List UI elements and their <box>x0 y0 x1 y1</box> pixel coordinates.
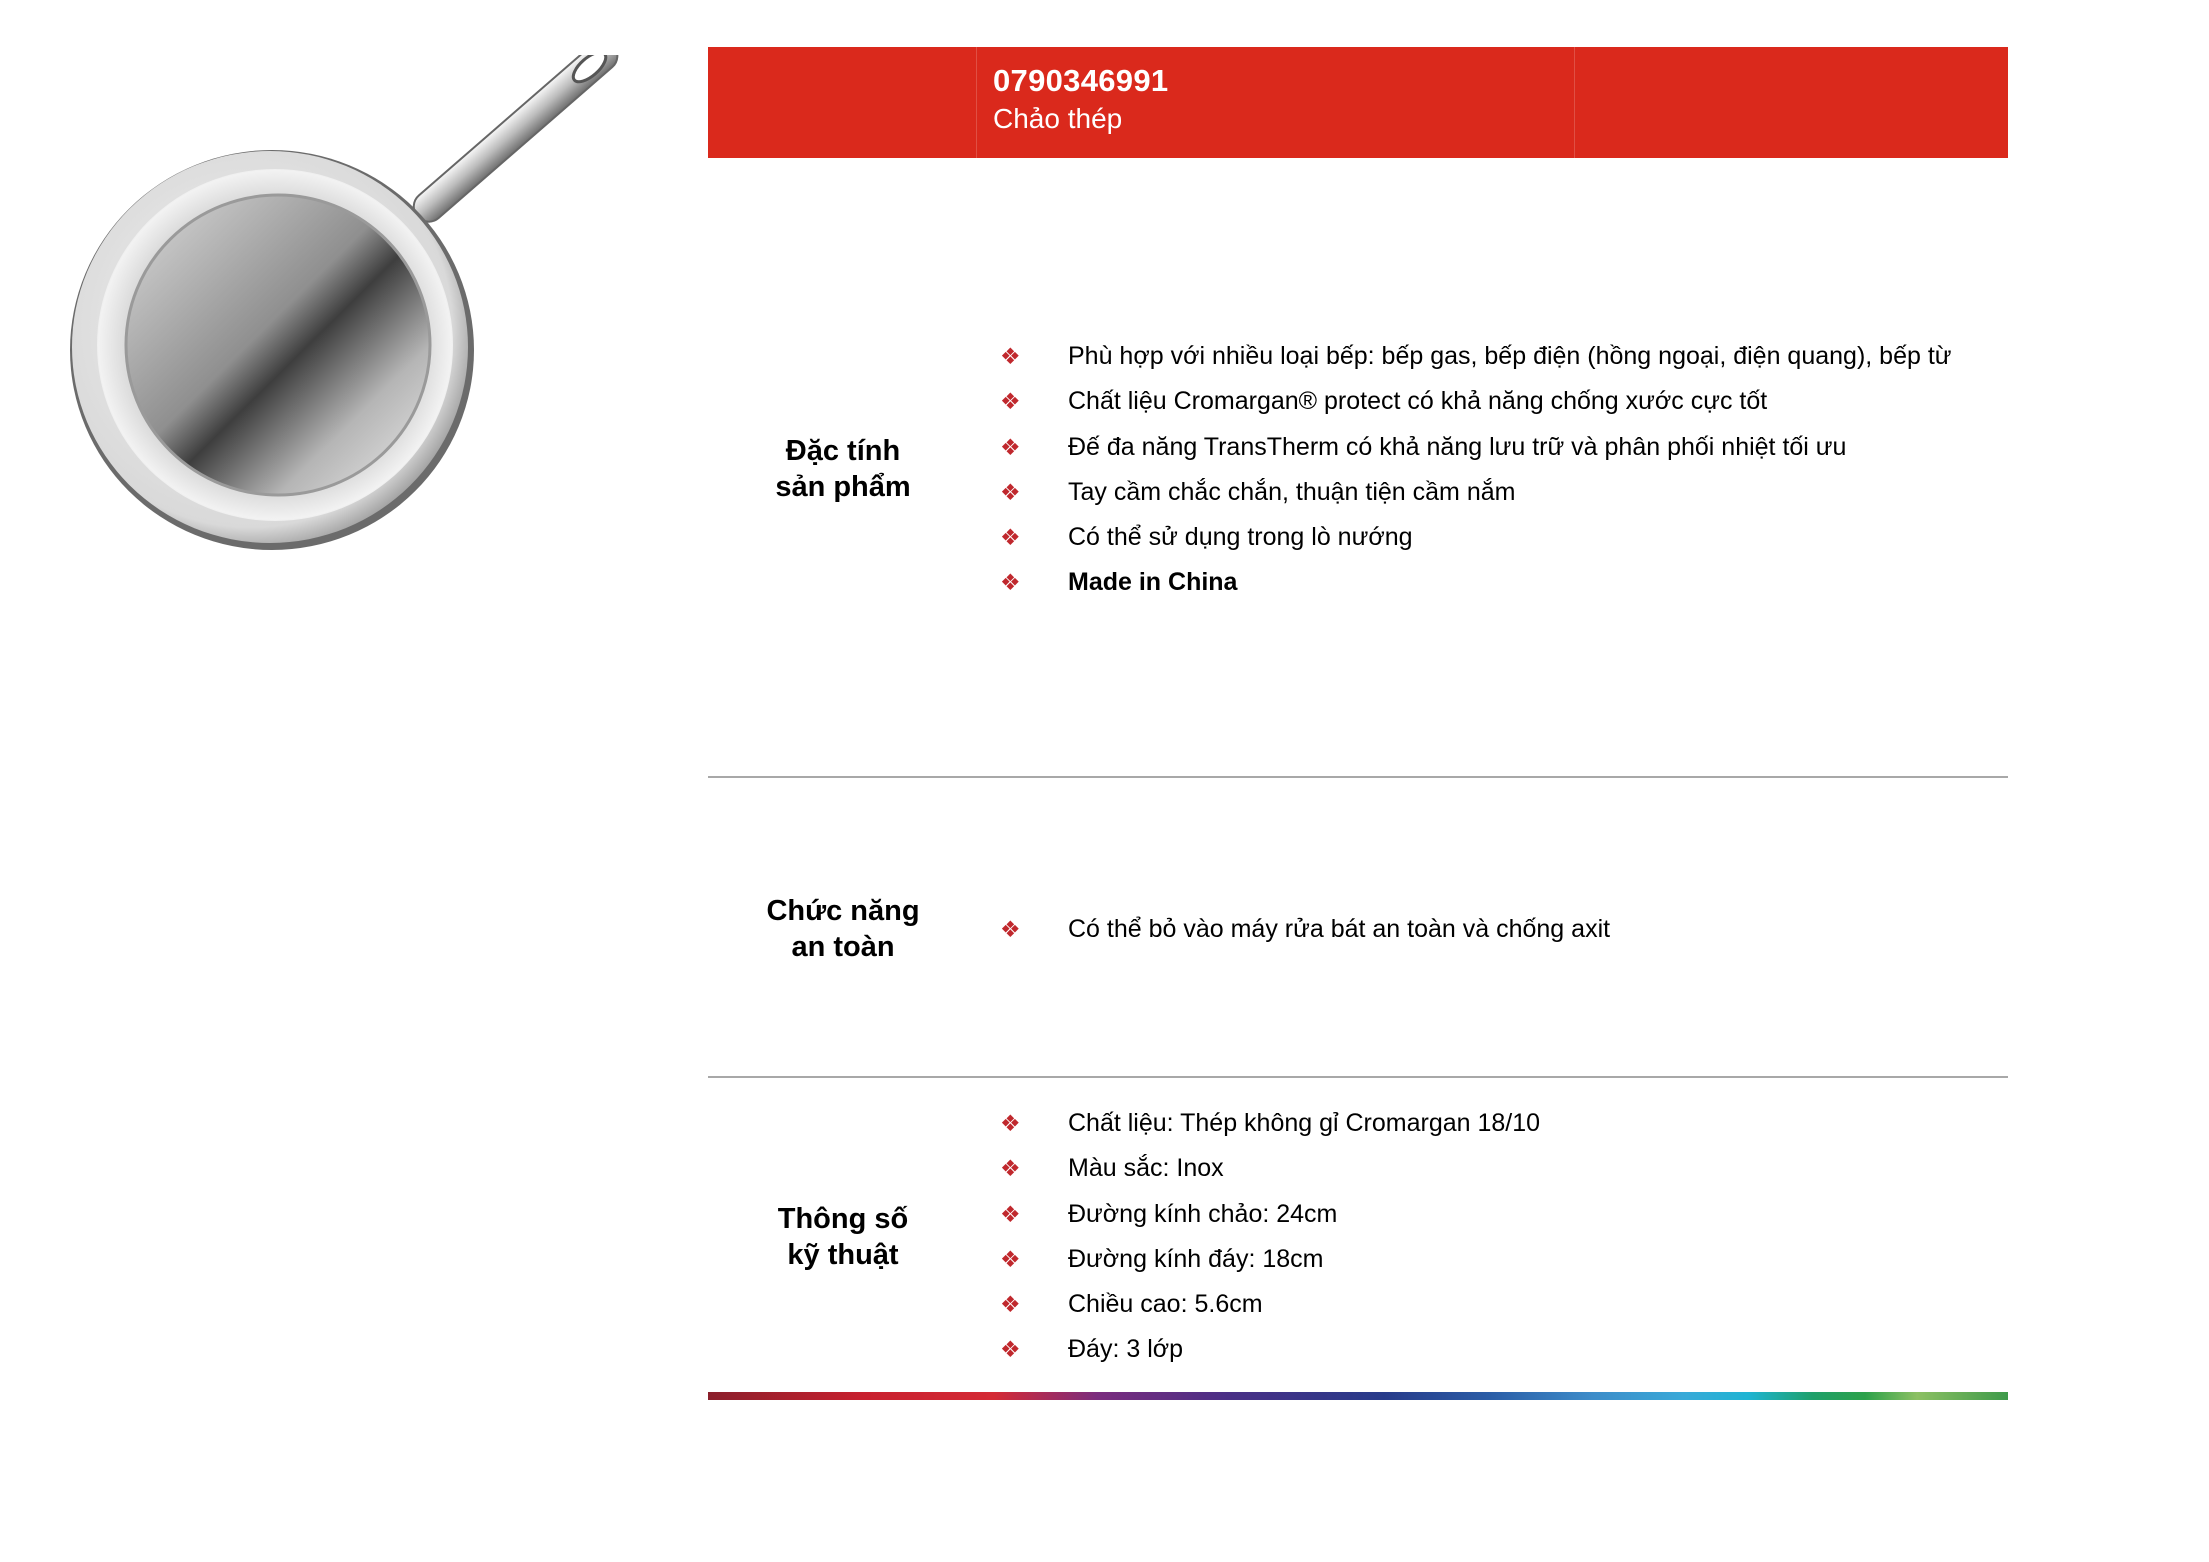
product-header <box>708 47 2008 158</box>
product-name: Chảo thép <box>993 103 1123 134</box>
section-divider <box>708 1076 2008 1078</box>
bullet-icon: ❖ <box>1000 1336 1021 1363</box>
bullet-icon: ❖ <box>1000 1200 1021 1227</box>
bullet-icon: ❖ <box>1000 343 1021 369</box>
footer-color-bar <box>708 1392 2008 1400</box>
bullet-icon: ❖ <box>1000 388 1021 415</box>
bullet-icon: ❖ <box>1000 478 1021 505</box>
bullet-icon: ❖ <box>1000 433 1021 460</box>
bullet-icon: ❖ <box>1000 569 1021 596</box>
product-code: 0790346991 <box>993 63 1169 98</box>
bullet-icon: ❖ <box>1000 1110 1021 1136</box>
bullet-icon: ❖ <box>1000 916 1021 942</box>
bullet-icon: ❖ <box>1000 524 1021 551</box>
bullet-icon: ❖ <box>1000 1291 1021 1318</box>
bullet-icon: ❖ <box>1000 1245 1021 1272</box>
section-title-specs: Thông số kỹ thuật <box>777 1203 909 1271</box>
frying-pan-image <box>60 55 680 555</box>
bullet-icon: ❖ <box>1000 1155 1021 1182</box>
section-divider <box>708 776 2008 778</box>
header-divider <box>976 47 977 158</box>
header-divider <box>1574 47 1575 158</box>
section-title-safety: Chức năng an toàn <box>766 895 920 963</box>
section-title-features: Đặc tính sản phẩm <box>775 435 911 503</box>
